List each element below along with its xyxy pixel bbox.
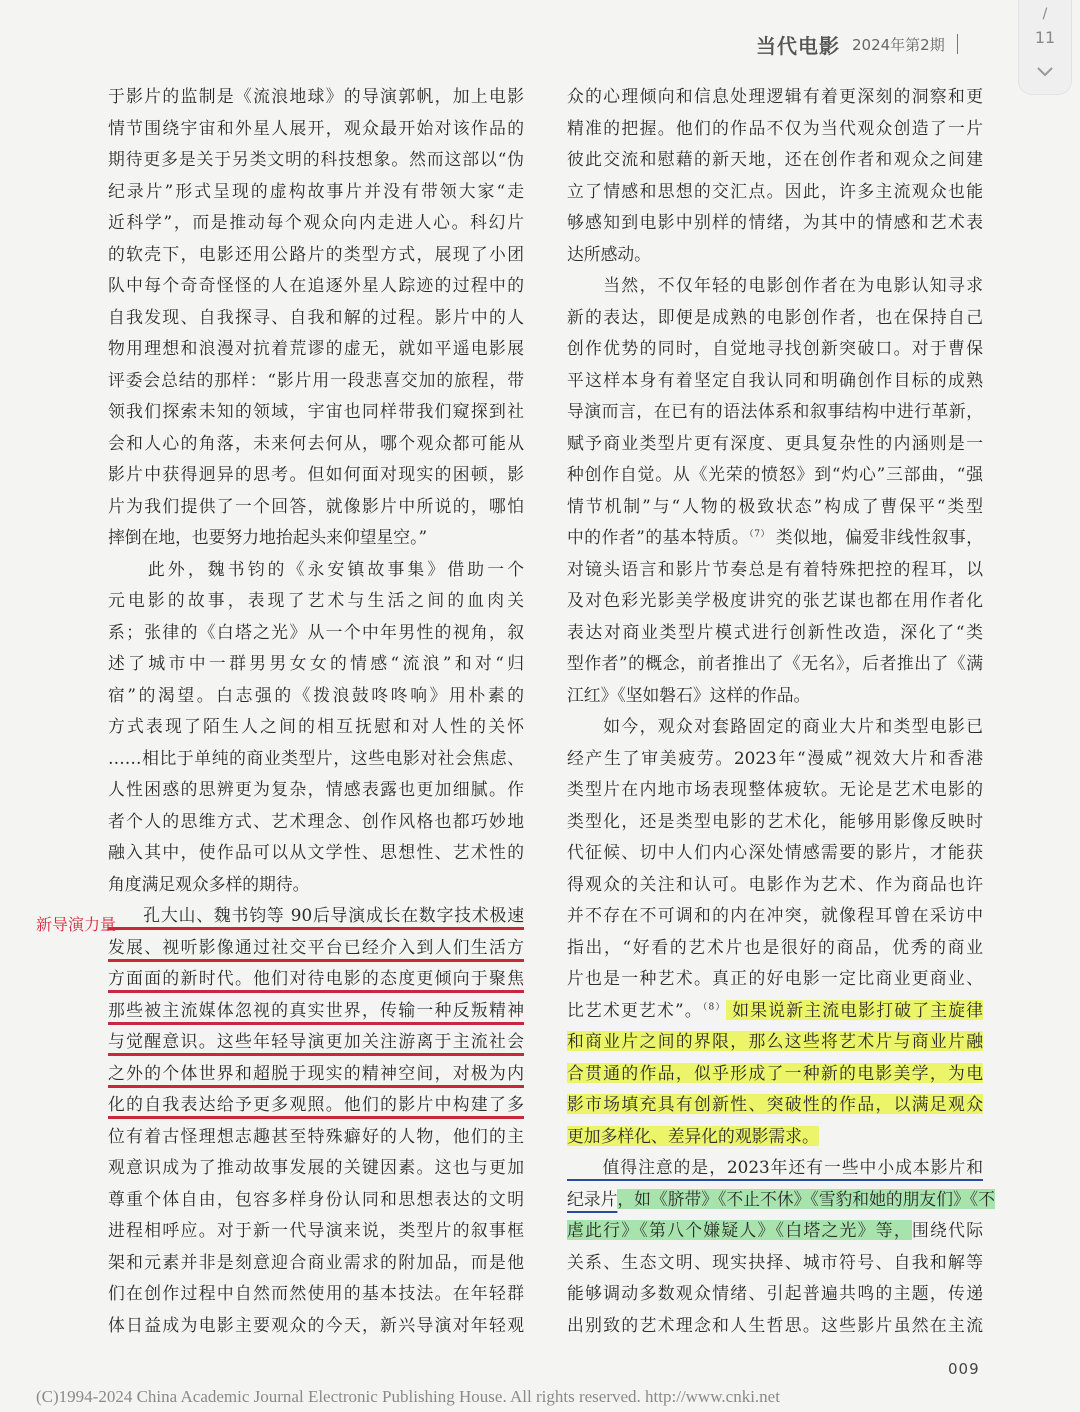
chevron-down-icon[interactable]: [1036, 66, 1054, 78]
text-line: 型作者”的概念，前者推出了《无名》，后者推出了《满: [567, 653, 983, 673]
page-indicator[interactable]: [1018, 0, 1072, 95]
right-column: [567, 81, 995, 1341]
text-line: 系；张律的《白塔之光》从一个中年男性的视角，叙: [108, 621, 524, 642]
text-line-underlined: 那些被主流媒体忽视的真实世界，传输一种反叛精神: [108, 999, 524, 1020]
text-line: 融入其中，使作品可以从文学性、思想性、艺术性的: [108, 842, 524, 862]
text-line: 虐此行》《第八个嫌疑人》《白塔之光》等，围绕代际: [567, 1220, 983, 1240]
page-separator: /: [1042, 6, 1048, 22]
highlight-yellow: 如果说新主流电影打破了主旋律: [725, 999, 983, 1020]
text-line: 观意识成为了推动故事发展的关键因素。这也与更加: [108, 1157, 524, 1177]
text-line: 经产生了审美疲劳。2023年“漫威”视效大片和香港: [567, 747, 983, 768]
text-line: 队中每个奇奇怪怪的人在追逐外星人踪迹的过程中的: [108, 275, 524, 295]
text-line: 立了情感和思想的交汇点。因此，许多主流观众也能: [567, 180, 983, 201]
margin-annotation: 新导演力量: [36, 915, 117, 934]
text-line: 创作优势的同时，自觉地寻找创新突破口。对于曹保: [567, 338, 983, 358]
copyright-footer: (C)1994-2024 China Academic Journal Electronic Publishing House. All rights reserved. http://www.cnki.net: [36, 1387, 780, 1406]
text-line-underlined: 与觉醒意识。这些年轻导演更加关注游离于主流社会: [108, 1031, 524, 1051]
text-line: 代征候、切中人们内心深处情感需要的影片，才能获: [567, 842, 983, 862]
text-line: 彼此交流和慰藉的新天地，还在创作者和观众之间建: [567, 149, 983, 169]
text-line: 领我们探索未知的领域，宇宙也同样带我们窥探到社: [108, 401, 524, 421]
text-line: 达所感动。: [567, 243, 651, 264]
text-line: 当然，不仅年轻的电影创作者在为电影认知寻求: [567, 275, 983, 295]
text-line: 会和人心的角落，未来何去何从，哪个观众都可能从: [108, 432, 524, 453]
text-line: 导演而言，在已有的语法体系和叙事结构中进行革新，: [567, 401, 983, 421]
text-line: 种创作自觉。从《光荣的愤怒》到“灼心”三部曲，“强: [567, 464, 983, 484]
text-line: 者个人的思维方式、艺术理念、创作风格也都巧妙地: [108, 810, 524, 831]
text-line: 述了城市中一群男男女女的情感“流浪”和对“归: [108, 653, 524, 673]
text-line: 指出，“好看的艺术片也是很好的商品，优秀的商业: [567, 936, 983, 957]
text-line: 摔倒在地，也要努力地抬起头来仰望星空。”: [108, 527, 428, 547]
page-total: 11: [1034, 28, 1056, 47]
text-line: 精准的把握。他们的作品不仅为当代观众创造了一片: [567, 117, 983, 138]
text-line: 表达对商业类型片模式进行创新性改造，深化了“类: [567, 621, 983, 642]
page-number: 009: [948, 1360, 980, 1378]
text-line: 位有着古怪理想志趣甚至特殊癖好的人物，他们的主: [108, 1125, 524, 1146]
text-line-underlined: 值得注意的是，2023年还有一些中小成本影片和: [567, 1157, 983, 1177]
text-line: 架和元素并非是刻意迎合商业需求的附加品，而是他: [108, 1251, 524, 1272]
journal-issue: 2024年第2期: [852, 35, 945, 54]
highlight-green: ，如《脐带》《不止不休》《雪豹和她的朋友们》《不: [617, 1188, 995, 1209]
text-line: 进程相呼应。对于新一代导演来说，类型片的叙事框: [108, 1220, 524, 1240]
text-line: 自我发现、自我探寻、自我和解的过程。影片中的人: [108, 306, 524, 327]
text-line: 类型化，还是类型电影的艺术化，能够用影像反映时: [567, 810, 983, 831]
text-line-highlighted: 合贯通的作品，似乎形成了一种新的电影美学，为电: [567, 1062, 983, 1083]
left-column: [108, 81, 524, 1341]
text-line: 够感知到电影中别样的情绪，为其中的情感和艺术表: [567, 212, 983, 232]
text-line: 得观众的关注和认可。电影作为艺术、作为商品也许: [567, 873, 983, 894]
journal-name: 当代电影: [756, 33, 840, 58]
text-line-underlined: 之外的个体世界和超脱于现实的精神空间，对极为内: [108, 1062, 524, 1083]
text-line: 此外，魏书钧的《永安镇故事集》借助一个: [108, 558, 524, 579]
text-line: 人性困惑的思辨更为复杂，情感表露也更加细腻。作: [108, 779, 524, 799]
text-line: 方式表现了陌生人之间的相互抚慰和对人性的关怀: [108, 716, 524, 736]
text-line: 片为我们提供了一个回答，就像影片中所说的，哪怕: [108, 495, 524, 516]
text-line: 类型片在内地市场表现整体疲软。无论是艺术电影的: [567, 779, 983, 799]
text-line: 角度满足观众多样的期待。: [108, 873, 310, 894]
text-line: 的软壳下，电影还用公路片的类型方式，展现了小团: [108, 243, 524, 264]
text-line: 片也是一种艺术。真正的好电影一定比商业更商业、: [567, 968, 983, 988]
text-line: 尊重个体自由，包容多样身份认同和思想表达的文明: [108, 1188, 524, 1209]
text-line: 宿”的渴望。白志强的《拨浪鼓咚咚响》用朴素的: [108, 684, 524, 705]
text-line: 物用理想和浪漫对抗着荒谬的虚无，就如平遥电影展: [108, 338, 524, 358]
footnote-ref: （8）: [702, 1001, 726, 1012]
text-line: 能够调动多数观众情绪、引起普遍共鸣的主题，传递: [567, 1283, 983, 1303]
highlight-green: 虐此行》《第八个嫌疑人》《白塔之光》等，: [567, 1220, 912, 1240]
text-line-underlined: 化的自我表达给予更多观照。他们的影片中构建了多: [108, 1094, 524, 1114]
text-line: 于影片的监制是《流浪地球》的导演郭帆，加上电影: [108, 86, 524, 106]
text-line: 中的作者”的基本特质。$^{(7)}$ 类似地，偏爱非线性叙事，: [567, 527, 983, 547]
text-line: 纪录片，如《脐带》《不止不休》《雪豹和她的朋友们》《不: [567, 1188, 995, 1209]
text-line-highlighted: 和商业片之间的界限，那么这些将艺术片与商业片融: [567, 1031, 983, 1051]
text-line: 赋予商业类型片更有深度、更具复杂性的内涵则是一: [567, 432, 983, 453]
text-line: 及对色彩光影美学极度讲究的张艺谋也都在用作者化: [567, 590, 983, 610]
text-line: 新的表达，即便是成熟的电影创作者，也在保持自己: [567, 306, 983, 327]
text-line: 众的心理倾向和信息处理逻辑有着更深刻的洞察和更: [567, 86, 983, 106]
text-line: 对镜头语言和影片节奏总是有着特殊把控的程耳，以: [567, 558, 983, 579]
text-line-highlighted: 更加多样化、差异化的观影需求。: [567, 1125, 819, 1146]
text-line: 影片中获得迥异的思考。但如何面对现实的困顿，影: [108, 464, 524, 484]
text-line-underlined: 孔大山、魏书钧等 90后导演成长在数字技术极速: [108, 905, 524, 925]
text-line: 出别致的艺术理念和人生哲思。这些影片虽然在主流: [567, 1314, 983, 1335]
text-line-underlined: 方面面的新时代。他们对待电影的态度更倾向于聚焦: [108, 968, 524, 988]
text-line-underlined: 发展、视听影像通过社交平台已经介入到人们生活方: [108, 936, 524, 957]
text-line: 期待更多是关于另类文明的科技想象。然而这部以“伪: [108, 149, 524, 169]
text-line: ……相比于单纯的商业类型片，这些电影对社会焦虑、: [108, 747, 524, 768]
header-divider: [957, 34, 958, 54]
text-line: 纪录片”形式呈现的虚构故事片并没有带领大家“走: [108, 180, 524, 201]
text-line: 平这样本身有着坚定自我认同和明确创作目标的成熟: [567, 369, 983, 390]
text-line: 如今，观众对套路固定的商业大片和类型电影已: [567, 716, 983, 736]
text-line: 情节围绕宇宙和外星人展开，观众最开始对该作品的: [108, 117, 524, 138]
text-line: 关系、生态文明、现实抉择、城市符号、自我和解等: [567, 1251, 983, 1272]
journal-header: [756, 30, 958, 58]
text-line: 比艺术更艺术”。$^{(8)}$ 如果说新主流电影打破了主旋律: [567, 999, 983, 1020]
text-line: 评委会总结的那样：“影片用一段悲喜交加的旅程，带: [108, 369, 524, 390]
text-line: 并不存在不可调和的内在冲突，就像程耳曾在采访中: [567, 905, 983, 925]
footnote-ref: （7）: [749, 529, 770, 540]
text-line: 江红》《坚如磐石》这样的作品。: [567, 684, 811, 705]
text-line: 情节机制”与“人物的极致状态”构成了曹保平“类型: [567, 495, 983, 516]
text-line: 近科学”，而是推动每个观众向内走进人心。科幻片: [108, 212, 524, 232]
text-line: 们在创作过程中自然而然使用的基本技法。在年轻群: [108, 1283, 524, 1303]
text-line-highlighted: 影市场填充具有创新性、突破性的作品，以满足观众: [567, 1094, 983, 1114]
text-line: 体日益成为电影主要观众的今天，新兴导演对年轻观: [108, 1314, 524, 1335]
text-line: 元电影的故事，表现了艺术与生活之间的血肉关: [108, 590, 524, 610]
